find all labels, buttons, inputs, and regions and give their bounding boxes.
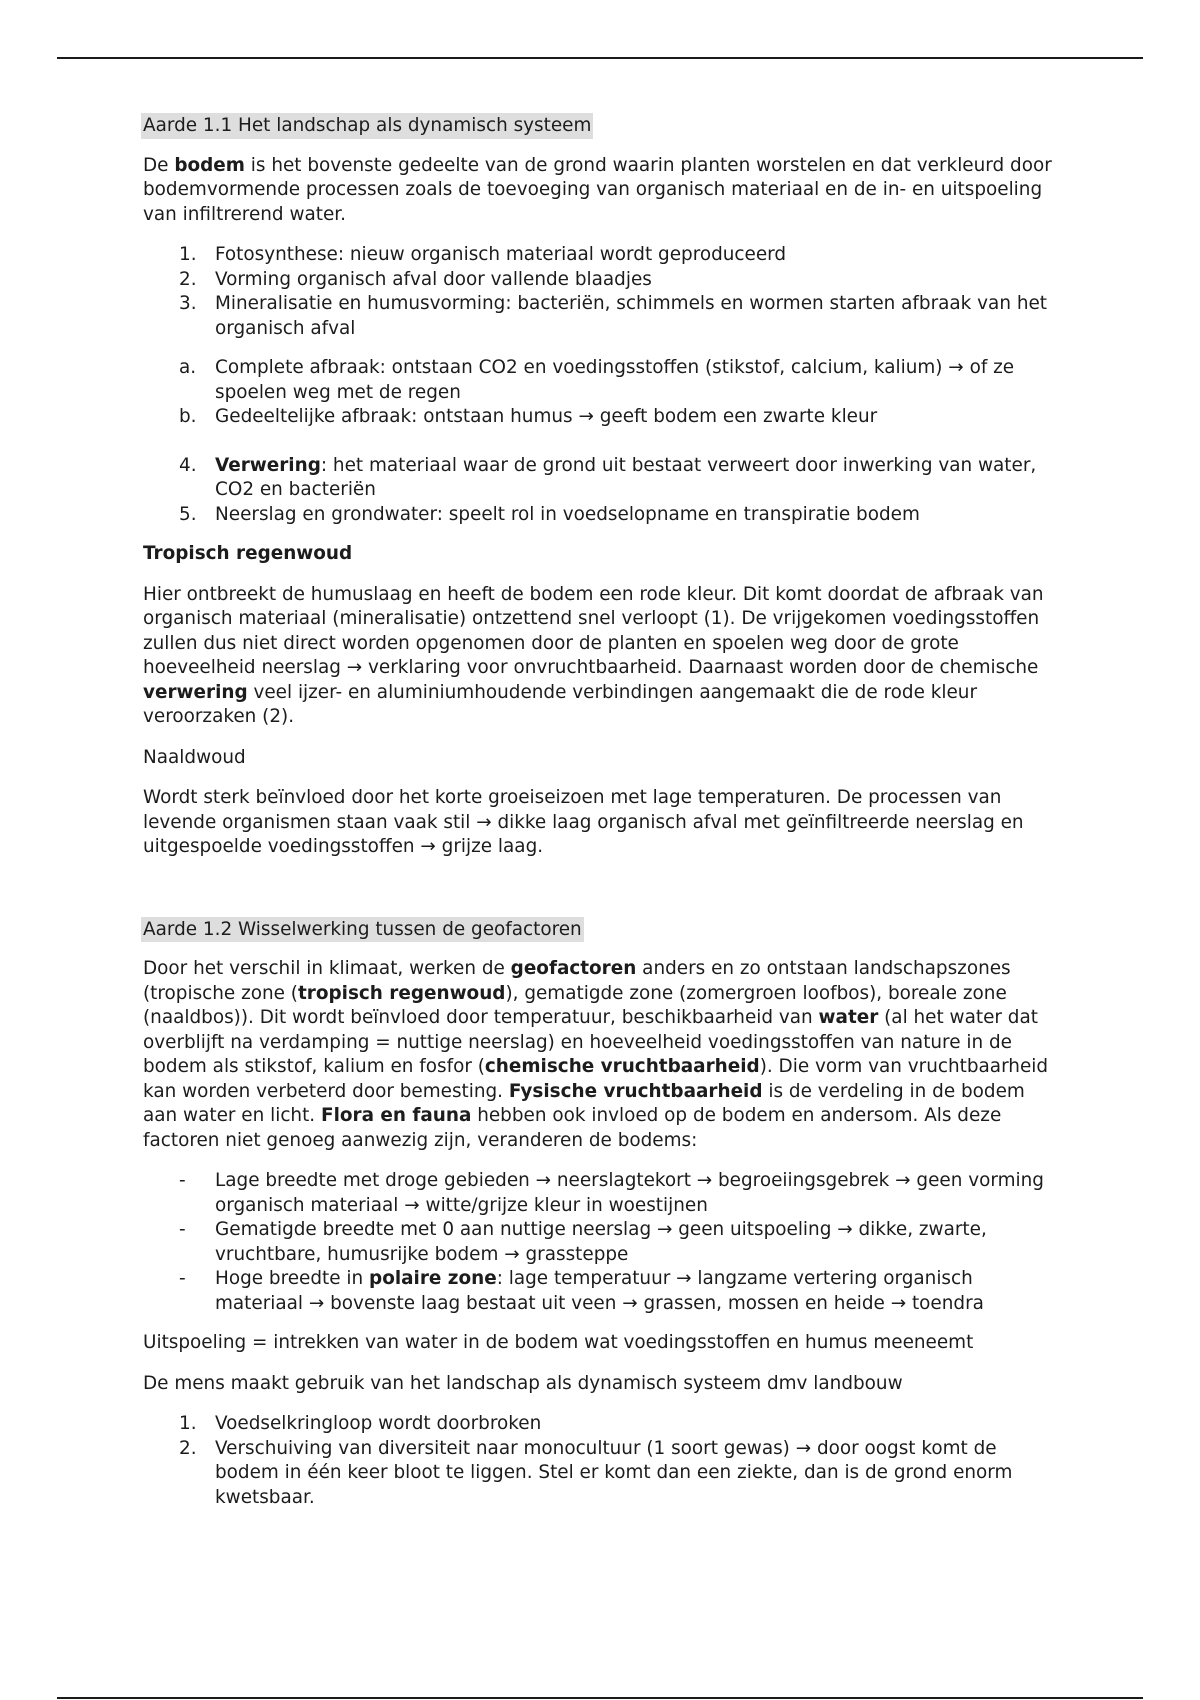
list-item: 1. Voedselkringloop wordt doorbroken [179,1413,542,1434]
breakdown-substeps-list [143,356,1063,430]
list-item: 4. Verwering: het materiaal waar de grond uit bestaat verweert door inwerking van water, CO2 en bacteriën [179,454,1037,500]
naaldwoud-paragraph: Wordt sterk beïnvloed door het korte groeiseizoen met lage temperaturen. De processen van levende organismen staan vaak stil → dikke laag organisch afval met geïnfiltreerde neerslag en uitgespoelde voedingsstoffen → grijze laag. [143,787,1024,857]
document-page [143,113,1063,1510]
landbouw-list [143,1412,1063,1510]
top-rule [57,57,1143,59]
geofactoren-paragraph: Door het verschil in klimaat, werken de geofactoren anders en zo ontstaan landschapszones (tropische zone (tropisch regenwoud), gematigde zone (zomergroen loofbos), boreale zone (naaldbos)). Dit wordt beïnvloed door temperatuur, beschikbaarheid van water (al het water dat overblijft na verdamping = nuttige neerslag) en hoeveelheid voedingsstoffen van nature in de bodem als stikstof, kalium en fosfor (chemische vruchtbaarheid). Die vorm van vruchtbaarheid kan worden verbeterd door bemesting. Fysische vruchtbaarheid is de verdeling in de bodem aan water en licht. Flora en fauna hebben ook invloed op de bodem en andersom. Als deze factoren niet genoeg aanwezig zijn, veranderen de bodems: [143,958,1049,1151]
section2-heading: Aarde 1.2 Wisselwerking tussen de geofactoren [143,917,1063,943]
tropisch-title: Tropisch regenwoud [143,543,353,564]
list-item: - Gematigde breedte met 0 aan nuttige neerslag → geen uitspoeling → dikke, zwarte, vruchtbare, humusrijke bodem → grassteppe [179,1219,987,1265]
tropisch-paragraph: Hier ontbreekt de humuslaag en heeft de bodem een rode kleur. Dit komt doordat de afbraak van organisch materiaal (mineralisatie) ontzettend snel verloopt (1). De vrijgekomen voedingsstoffen zullen dus niet direct worden opgenomen door de planten en spoelen weg door de grote hoeveelheid neerslag → verklaring voor onvruchtbaarheid. Daarnaast worden door de chemische verwering veel ijzer- en aluminiumhoudende verbindingen aangemaakt die de rode kleur veroorzaken (2). [143,583,1044,727]
landbouw-intro: De mens maakt gebruik van het landschap als dynamisch systeem dmv landbouw [143,1372,903,1394]
list-item: b. Gedeeltelijke afbraak: ontstaan humus → geeft bodem een zwarte kleur [179,406,878,427]
list-item: - Hoge breedte in polaire zone: lage temperatuur → langzame vertering organisch materiaal → bovenste laag bestaat uit veen → grassen, mossen en heide → toendra [179,1268,984,1314]
process-steps-list [143,243,1063,341]
section1-heading: Aarde 1.1 Het landschap als dynamisch systeem [143,113,1063,139]
bottom-rule [57,1697,1143,1699]
list-item: 3. Mineralisatie en humusvorming: bacteriën, schimmels en wormen starten afbraak van het organisch afval [179,293,1048,339]
list-item: - Lage breedte met droge gebieden → neerslagtekort → begroeiingsgebrek → geen vorming organisch materiaal → witte/grijze kleur in woestijnen [179,1170,1044,1216]
list-item: 2. Vorming organisch afval door vallende blaadjes [179,268,652,290]
process-steps-continued [143,454,1063,528]
list-item: 2. Verschuiving van diversiteit naar monocultuur (1 soort gewas) → door oogst komt de bodem in één keer bloot te liggen. Stel er komt dan een ziekte, dan is de grond enorm kwetsbaar. [179,1437,1013,1508]
naaldwoud-title: Naaldwoud [143,746,246,768]
bodem-definition: De bodem is het bovenste gedeelte van de grond waarin planten worstelen en dat verkleurd door bodemvormende processen zoals de toevoeging van organisch materiaal en de in- en uitspoeling van infiltrerend water. [143,154,1052,225]
bodem-zones-list [143,1169,1063,1316]
list-item: a. Complete afbraak: ontstaan CO2 en voedingsstoffen (stikstof, calcium, kalium) → of ze spoelen weg met de regen [179,357,1015,403]
uitspoeling-definition: Uitspoeling = intrekken van water in de bodem wat voedingsstoffen en humus meeneemt [143,1332,974,1353]
list-item: 1. Fotosynthese: nieuw organisch materiaal wordt geproduceerd [179,244,787,265]
list-item: 5. Neerslag en grondwater: speelt rol in voedselopname en transpiratie bodem [179,503,920,525]
